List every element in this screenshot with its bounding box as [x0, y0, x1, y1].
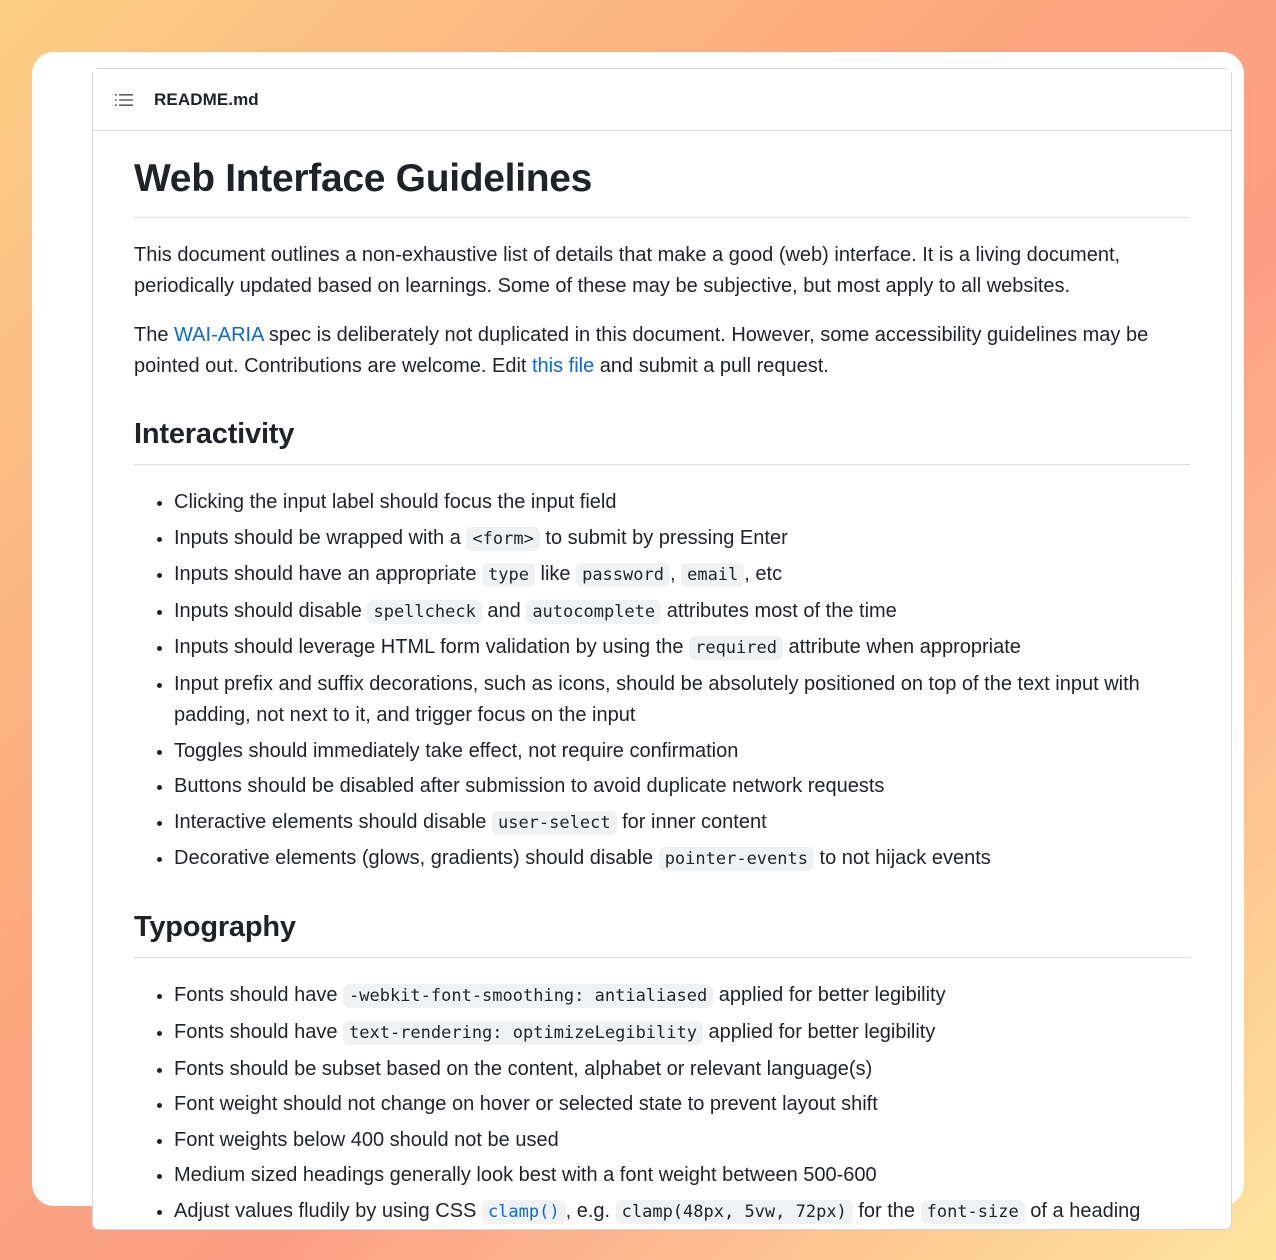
code-user-select: user-select [492, 811, 617, 835]
typography-list [134, 980, 1190, 1228]
intro-paragraph-2: The WAI-ARIA spec is deliberately not duplicated in this document. However, some accessibility guidelines may be pointed out. Contributions are welcome. Edit this file and submit a pull request. [134, 324, 1149, 377]
code-font-smoothing: -webkit-font-smoothing: antialiased [343, 984, 713, 1008]
code-autocomplete: autocomplete [526, 600, 661, 624]
code-spellcheck: spellcheck [367, 600, 481, 624]
list-item: Inputs should be wrapped with a <form> to submit by pressing Enter [174, 523, 1190, 555]
list-item: Fonts should have text-rendering: optimizeLegibility applied for better legibility [174, 1017, 1190, 1049]
code-font-size: font-size [921, 1200, 1025, 1224]
this-file-link[interactable]: this file [532, 355, 595, 377]
list-item: Buttons should be disabled after submission to avoid duplicate network requests [174, 771, 1190, 802]
readme-header [93, 69, 1231, 131]
code-email: email [681, 563, 744, 587]
list-item: Clicking the input label should focus the input field [174, 487, 1190, 518]
list-item: Interactive elements should disable user-select for inner content [174, 807, 1190, 839]
readme-content [93, 131, 1231, 1228]
list-icon[interactable] [115, 92, 133, 108]
intro-paragraph-1: This document outlines a non-exhaustive list of details that make a good (web) interface. It is a living document, periodically updated based on learnings. Some of these may be subjective, but most apply to all websites. [134, 244, 1121, 297]
code-pointer-events: pointer-events [659, 847, 814, 871]
readme-box [92, 68, 1232, 1230]
typography-heading: Typography [134, 907, 1190, 958]
code-form: <form> [466, 527, 539, 551]
list-item: Decorative elements (glows, gradients) should disable pointer-events to not hijack events [174, 843, 1190, 875]
list-item: Inputs should leverage HTML form validation by using the required attribute when appropriate [174, 632, 1190, 664]
window-frame [32, 52, 1244, 1222]
list-item: Inputs should have an appropriate type like password , email , etc [174, 559, 1190, 591]
list-item: Inputs should disable spellcheck and autocomplete attributes most of the time [174, 596, 1190, 628]
code-required: required [689, 636, 783, 660]
list-item: Fonts should have -webkit-font-smoothing: antialiased applied for better legibility [174, 980, 1190, 1012]
list-item: Adjust values fludily by using CSS clamp() , e.g. clamp(48px, 5vw, 72px) for the font-size of a heading [174, 1196, 1190, 1228]
code-password: password [576, 563, 670, 587]
readme-filename: README.md [154, 89, 259, 109]
interactivity-list [134, 487, 1190, 875]
interactivity-heading: Interactivity [134, 414, 1190, 465]
code-type: type [482, 563, 535, 587]
list-item: Input prefix and suffix decorations, such as icons, should be absolutely positioned on top of the text input with padding, not next to it, and trigger focus on the input [174, 669, 1190, 731]
wai-aria-link[interactable]: WAI-ARIA [174, 324, 264, 346]
code-clamp-link[interactable]: clamp() [482, 1200, 566, 1224]
list-item: Font weight should not change on hover or selected state to prevent layout shift [174, 1089, 1190, 1120]
page-title: Web Interface Guidelines [134, 131, 1190, 218]
code-clamp-example: clamp(48px, 5vw, 72px) [616, 1200, 853, 1224]
list-item: Medium sized headings generally look best with a font weight between 500-600 [174, 1160, 1190, 1191]
code-text-rendering: text-rendering: optimizeLegibility [343, 1021, 703, 1045]
list-item: Toggles should immediately take effect, not require confirmation [174, 736, 1190, 767]
list-item: Font weights below 400 should not be used [174, 1125, 1190, 1156]
list-item: Fonts should be subset based on the content, alphabet or relevant language(s) [174, 1054, 1190, 1085]
